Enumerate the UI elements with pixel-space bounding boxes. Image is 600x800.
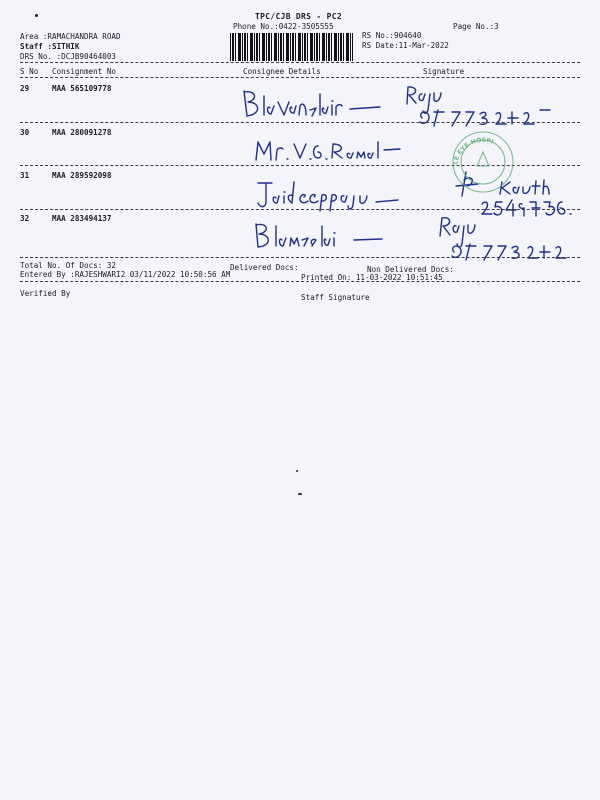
row-consignment: MAA 565109778 [52, 84, 112, 93]
column-consignment: Consignment No [52, 67, 117, 76]
non-delivered-docs: Non Delivered Docs: [367, 265, 454, 274]
handwritten-consignee [252, 136, 402, 166]
verified-by: Verified By [20, 289, 71, 298]
divider [20, 209, 580, 210]
drs-number: DRS No. :DCJB90464003 [20, 52, 117, 61]
staff-signature: Staff Signature [301, 293, 370, 302]
row-sno: 29 [20, 84, 30, 93]
column-signature: Signature [423, 67, 465, 76]
entered-by: Entered By :RAJESHWARI2 03/11/2022 10:50:56 AM [20, 270, 231, 279]
row-sno: 30 [20, 128, 30, 137]
divider [20, 281, 580, 282]
divider [20, 77, 580, 78]
printed-on: Printed On: 11-03-2022 10:51:45 [301, 273, 443, 282]
row-consignment: MAA 280091278 [52, 128, 112, 137]
row-sno: 31 [20, 171, 30, 180]
handwritten-consignee [240, 88, 385, 124]
row-sno: 32 [20, 214, 30, 223]
total-docs: Total No. Of Docs: 32 [20, 261, 117, 270]
report-title: TPC/CJB DRS - PC2 [255, 12, 342, 21]
ink-speck [35, 14, 38, 17]
row-consignment: MAA 283494137 [52, 214, 112, 223]
divider [20, 257, 580, 258]
divider [20, 122, 580, 123]
page-number: Page No.:3 [453, 22, 499, 31]
handwritten-consignee [250, 220, 410, 254]
delivered-docs: Delivered Docs: [230, 263, 299, 272]
row-consignment: MAA 289592098 [52, 171, 112, 180]
rs-number: RS No.:904640 [362, 31, 422, 40]
stamp-text: LE EYE HOSPI [452, 136, 495, 166]
ink-speck [296, 470, 298, 472]
hospital-stamp [443, 128, 523, 184]
divider [20, 62, 580, 63]
column-sno: S No [20, 67, 39, 76]
ink-speck [298, 493, 302, 495]
staff-label: Staff :SITHIK [20, 42, 80, 51]
svg-text:LE EYE HOSPI [452, 137, 494, 165]
rs-date: RS Date:11-Mar-2022 [362, 41, 449, 50]
handwritten-receiver [436, 214, 576, 262]
barcode [230, 33, 353, 61]
column-consignee: Consignee Details [243, 67, 321, 76]
phone-number: Phone No.:0422-3505555 [233, 22, 334, 31]
area-label: Area :RAMACHANDRA ROAD [20, 32, 121, 41]
